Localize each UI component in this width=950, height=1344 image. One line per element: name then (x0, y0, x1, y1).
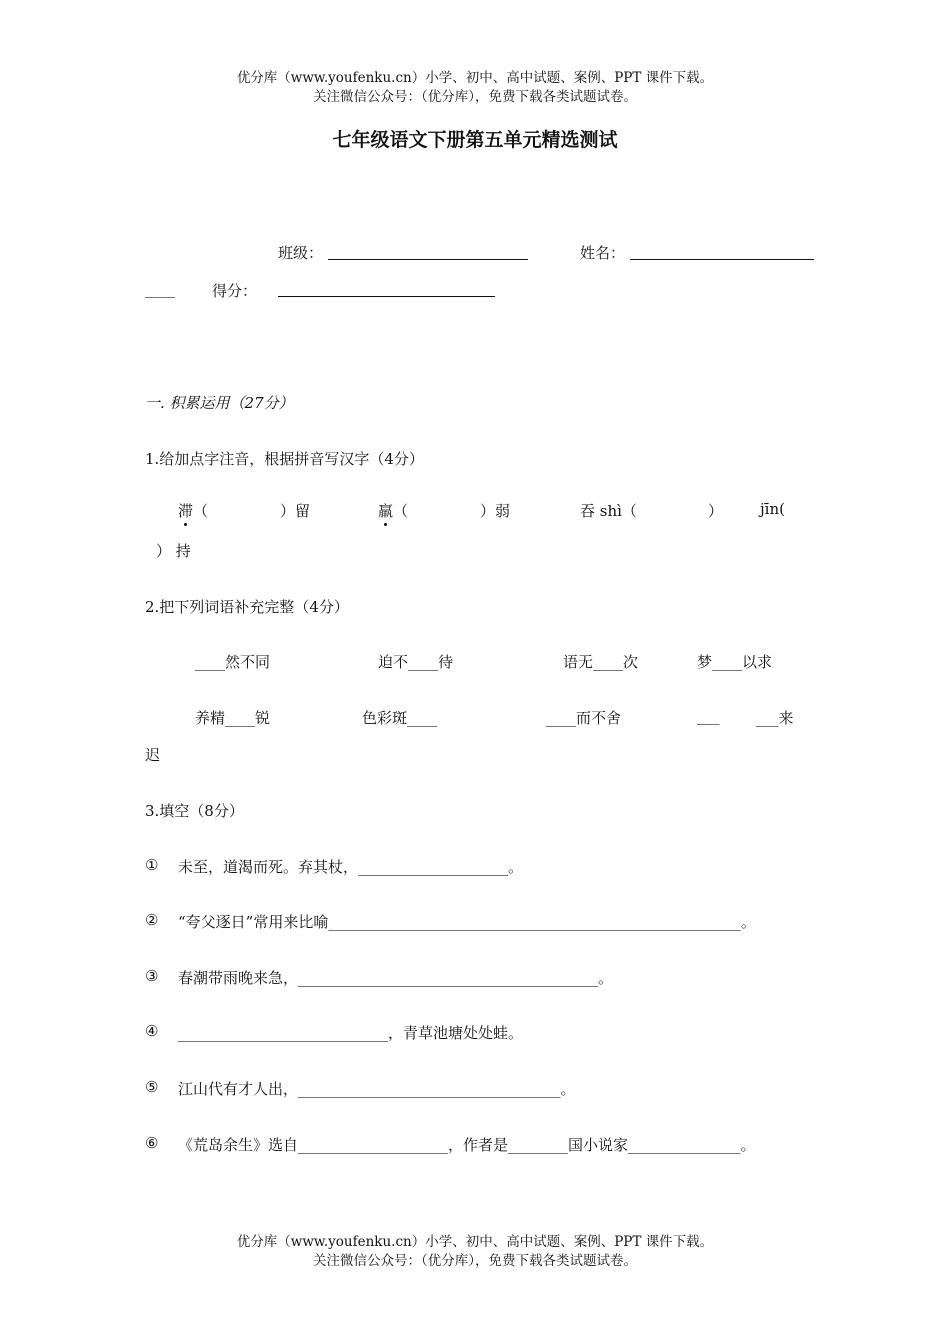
q3-label: 3.填空（8分） (145, 802, 244, 820)
q2-word-1: ____然不同 (195, 653, 271, 671)
q3-item-3-text: 春潮带雨晚来急，________________________________________。 (178, 969, 614, 987)
q1-item-2-char: 羸 (378, 502, 394, 520)
q3-item-2-num: ② (145, 911, 159, 929)
name-field[interactable] (630, 259, 814, 260)
footer-line-1: 优分库（www.youfenku.cn）小学、初中、高中试题、案例、PPT 课件下载。 (236, 1234, 714, 1250)
section-1-title: 一. 积累运用（27分） (145, 394, 294, 412)
q1-item-1 (178, 500, 208, 521)
q3-item-6-text: 《荒岛余生》选自____________________，作者是________国小说家_______________。 (178, 1136, 756, 1154)
name-field-wrap: ____ (145, 280, 175, 298)
q2-word-6: 色彩斑____ (362, 709, 438, 727)
footer-line-2: 关注微信公众号：（优分库），免费下载各类试题试卷。 (313, 1253, 637, 1269)
q2-word-8a: ___ (697, 707, 720, 725)
class-label: 班级： (278, 244, 324, 262)
q2-word-3: 语无____次 (563, 653, 639, 671)
class-field[interactable] (328, 259, 528, 260)
q1-item-2-close: ）弱 (480, 502, 511, 520)
q2-word-8c: 迟 (145, 746, 161, 764)
q1-item-3: 吞 shì（ (580, 502, 637, 520)
q1-item-1-close: ）留 (280, 502, 311, 520)
q3-item-1-text: 未至，道渴而死。弃其杖，____________________。 (178, 858, 524, 876)
q3-item-3-num: ③ (145, 967, 159, 985)
q1-item-1-open: （ (193, 502, 209, 520)
q3-item-1-num: ① (145, 856, 159, 874)
header-line-2: 关注微信公众号：（优分库），免费下载各类试题试卷。 (313, 89, 637, 105)
q3-item-4-text: ____________________________，青草池塘处处蛙。 (178, 1024, 524, 1042)
q1-item-2 (378, 500, 408, 521)
q1-item-1-char: 滞 (178, 502, 194, 520)
score-label: 得分： (212, 282, 258, 300)
q3-item-2-text: “夸父逐日”常用来比喻_______________________________________________________。 (178, 913, 756, 931)
q2-word-2: 迫不____待 (378, 653, 454, 671)
q3-item-4-num: ④ (145, 1022, 159, 1040)
q2-word-7: ____而不舍 (546, 709, 622, 727)
q3-item-5-text: 江山代有才人出，___________________________________。 (178, 1080, 576, 1098)
name-label: 姓名： (580, 244, 626, 262)
header-line-1: 优分库（www.youfenku.cn）小学、初中、高中试题、案例、PPT 课件下载。 (236, 70, 714, 86)
q2-word-4: 梦____以求 (697, 653, 773, 671)
q3-item-5-num: ⑤ (145, 1078, 159, 1096)
page-title: 七年级语文下册第五单元精选测试 (332, 129, 618, 151)
q1-label: 1.给加点字注音，根据拼音写汉字（4分） (145, 450, 424, 468)
q1-item-2-open: （ (393, 502, 409, 520)
q1-item-4-close: ） 持 (156, 542, 191, 560)
q1-item-3-close: ） (708, 502, 724, 520)
q2-label: 2.把下列词语补充完整（4分） (145, 598, 349, 616)
q1-item-4: jīn( (760, 500, 785, 518)
q3-item-6-num: ⑥ (145, 1134, 159, 1152)
score-field[interactable] (278, 296, 495, 297)
q2-word-5: 养精____锐 (195, 709, 271, 727)
q2-word-8b: ___来 (756, 709, 794, 727)
